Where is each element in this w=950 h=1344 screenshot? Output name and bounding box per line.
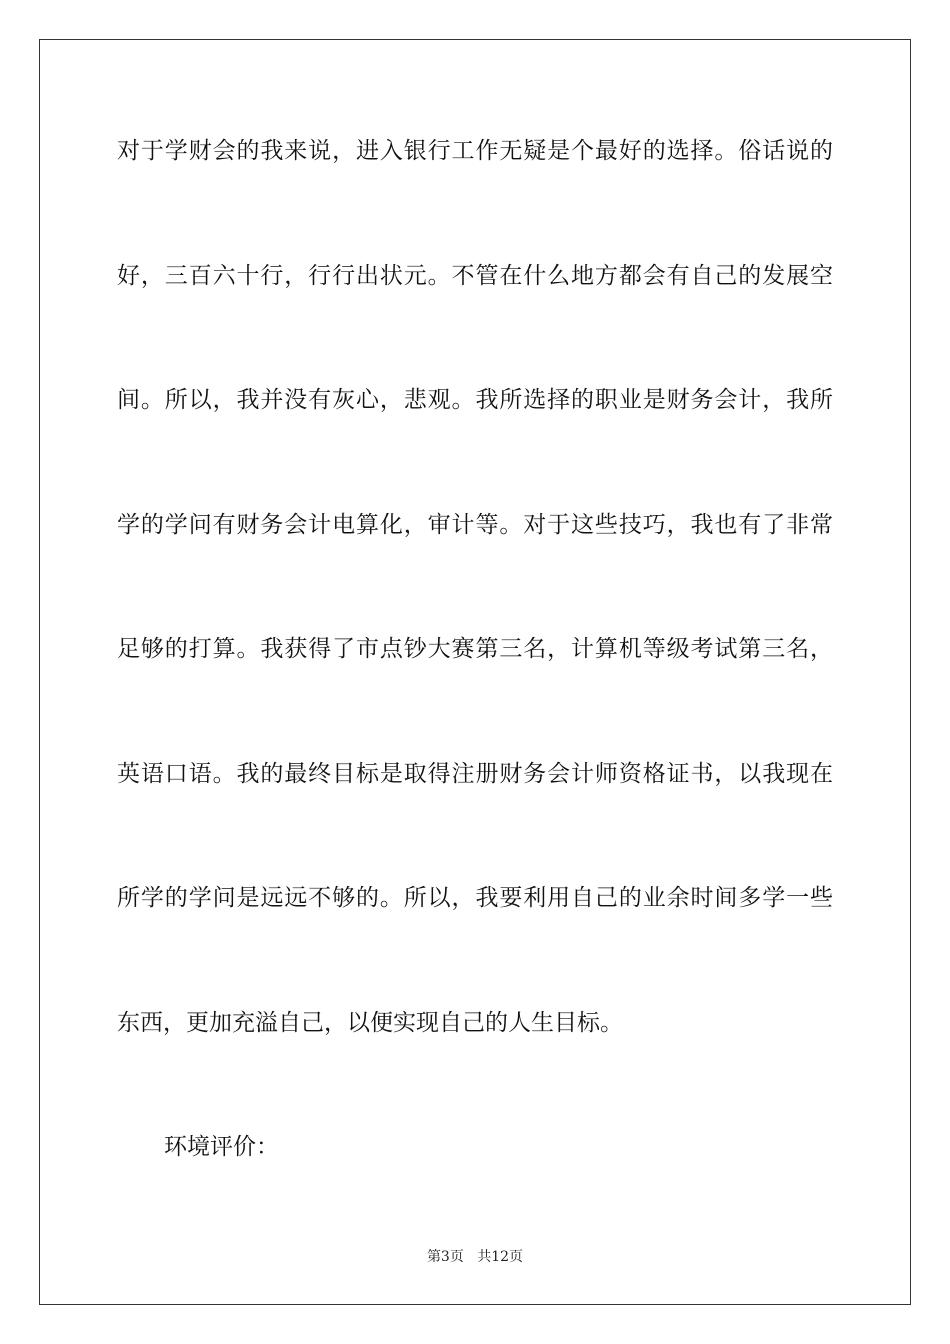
page-border — [39, 39, 911, 1305]
paragraph-line: 好，三百六十行，行行出状元。不管在什么地方都会有自己的发展空 — [117, 263, 833, 289]
paragraph-line: 所学的学问是远远不够的。所以，我要利用自己的业余时间多学一些 — [117, 885, 833, 911]
page-total: 共12页 — [477, 1249, 524, 1265]
paragraph-line: 对于学财会的我来说，进入银行工作无疑是个最好的选择。俗话说的 — [117, 138, 833, 164]
paragraph-line: 间。所以，我并没有灰心，悲观。我所选择的职业是财务会计，我所 — [117, 387, 833, 413]
paragraph-line: 英语口语。我的最终目标是取得注册财务会计师资格证书，以我现在 — [117, 761, 833, 787]
section-heading: 环境评价： — [164, 1134, 279, 1160]
paragraph-line: 东西，更加充溢自己，以便实现自己的人生目标。 — [117, 1010, 623, 1036]
page-number: 第3页 — [426, 1249, 464, 1265]
paragraph-line: 足够的打算。我获得了市点钞大赛第三名，计算机等级考试第三名， — [117, 636, 833, 662]
page-footer — [0, 1248, 950, 1266]
paragraph-line: 学的学问有财务会计电算化，审计等。对于这些技巧，我也有了非常 — [117, 512, 833, 538]
